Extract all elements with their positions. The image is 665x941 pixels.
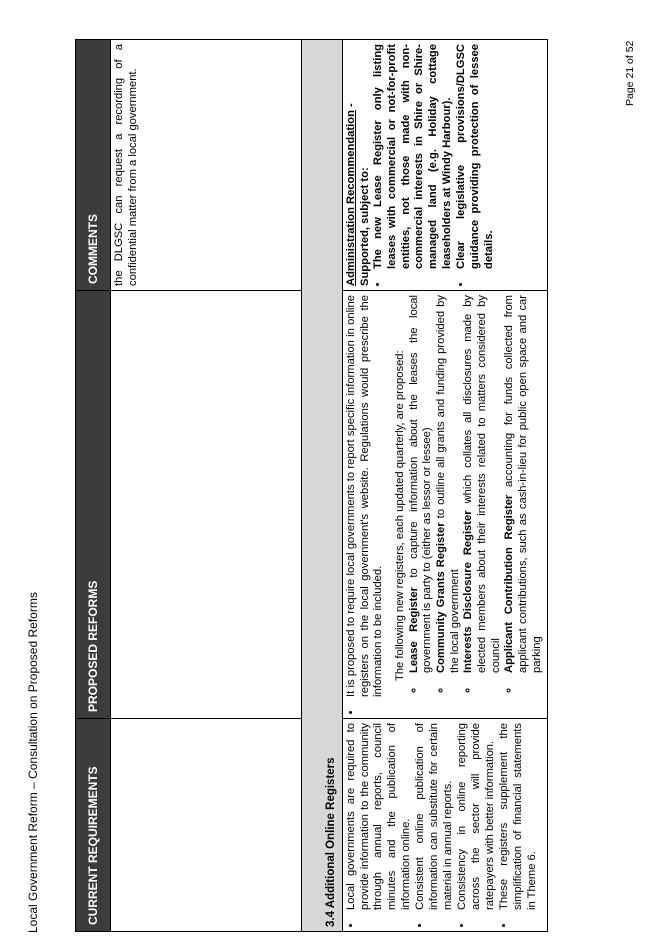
register-description: to outline all grants and funding provided by the local government xyxy=(434,295,461,673)
registers-row xyxy=(343,40,548,932)
column-header-comments: COMMENTS xyxy=(76,40,111,291)
reforms-table xyxy=(75,39,548,932)
recommendation-points xyxy=(372,44,496,286)
comments-cell xyxy=(343,40,548,291)
page-number: Page 21 of 52 xyxy=(624,40,636,106)
recommendation-point: Clear legislative provisions/DLGSC guidance providing protection of lessee details. xyxy=(455,44,495,269)
list-item xyxy=(408,295,435,679)
register-list xyxy=(408,295,545,697)
proposed-reforms-cell xyxy=(343,291,548,719)
continued-proposed-cell xyxy=(111,291,302,719)
continued-comment-cell xyxy=(111,40,302,291)
list-item xyxy=(455,44,496,273)
recommendation-heading xyxy=(345,44,372,286)
column-header-proposed: PROPOSED REFORMS xyxy=(76,291,111,719)
table-header-row xyxy=(76,40,111,932)
column-header-current: CURRENT REQUIREMENTS xyxy=(76,719,111,932)
recommendation-label: Administration Recommendation xyxy=(345,110,357,286)
list-item: • These registers supplement the simplification of financial statements in Theme 6. xyxy=(498,723,539,914)
register-description: accounting for funds collected from applicant contributions, such as cash-in-lieu for public open space and car parking xyxy=(503,295,543,673)
recommendation-tail: - Supported, subject to: xyxy=(345,103,371,286)
list-item xyxy=(462,295,503,679)
document-title: Local Government Reform – Consultation on Proposed Reforms xyxy=(26,592,40,933)
list-item: • Local governments are required to provide information to the community through annual reports, council minutes and the publication of information online. xyxy=(345,723,413,914)
register-description: which collates all disclosures made by elected members about their interests related to matters considered by council xyxy=(462,294,502,673)
register-name: Interests Disclosure Register xyxy=(462,510,475,673)
recommendation-point: The new Lease Register only listing leases with commercial or not-for-profit entities, not those made with non-commercial interests in Shire or Shire-managed land (e.g. Holiday cottage leaseholders at Windy Harbour). xyxy=(372,44,453,269)
register-name: Applicant Contribution Register xyxy=(503,494,516,673)
list-item: • Consistent online publication of information can substitute for certain material in annual reports. xyxy=(414,723,455,914)
list-item xyxy=(435,295,462,679)
continued-comment-text: the DLGSC can request a recording of a confidential matter from a local government. xyxy=(113,44,139,286)
continued-row xyxy=(111,40,302,932)
register-name: Community Grants Register xyxy=(434,522,447,673)
current-requirements-cell xyxy=(343,719,548,932)
section-row xyxy=(302,40,343,932)
proposal-intro-text: • It is proposed to require local governments to report specific information in online registers on the local government's website. Regulations would prescribe the information to be included. xyxy=(345,295,385,697)
proposal-lead-text: The following new registers, each updated quarterly, are proposed: xyxy=(393,350,406,681)
register-description: to capture information about the leases the local government is party to (either as lessor or lessee) xyxy=(407,295,434,673)
register-name: Lease Register xyxy=(407,587,420,673)
proposal-intro xyxy=(345,295,544,701)
list-item xyxy=(503,295,544,679)
list-item xyxy=(372,44,454,273)
continued-current-cell xyxy=(111,719,302,932)
list-item: • Consistency in online reporting across the sector will provide ratepayers with better information. xyxy=(456,723,497,914)
section-heading: 3.4 Additional Online Registers xyxy=(302,40,343,932)
